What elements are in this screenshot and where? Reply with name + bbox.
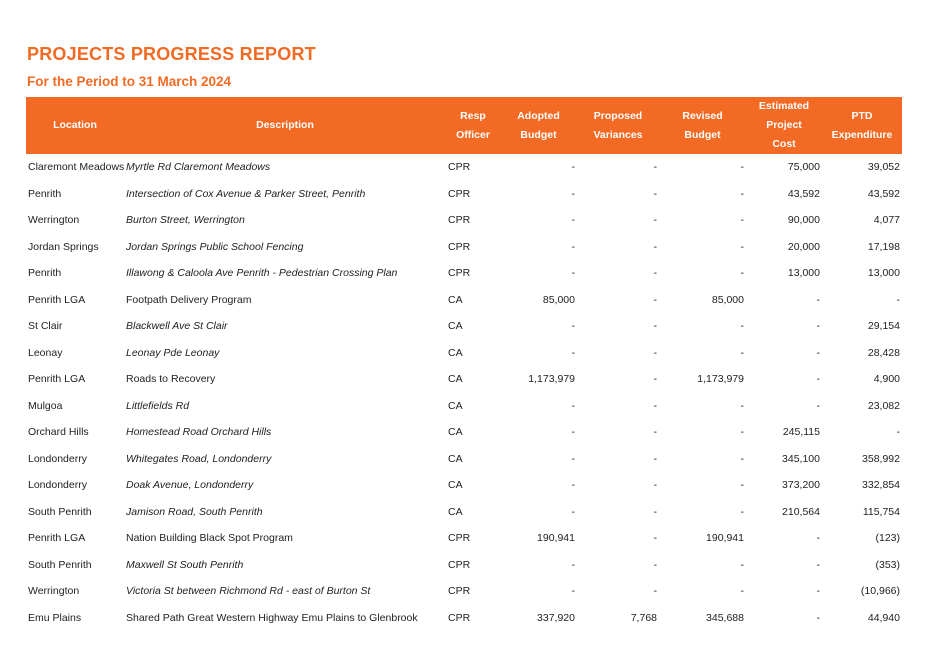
cell-adopted-budget: 337,920	[537, 611, 575, 624]
cell-estimated-project-cost: 345,100	[782, 452, 820, 465]
cell-estimated-project-cost: -	[816, 532, 820, 545]
cell-revised-budget: -	[740, 505, 744, 518]
cell-resp-officer: CPR	[448, 161, 471, 174]
report-period: For the Period to 31 March 2024	[27, 74, 232, 89]
cell-estimated-project-cost: 245,115	[782, 426, 820, 439]
table-row	[26, 446, 902, 473]
cell-proposed-variances: -	[653, 214, 657, 227]
cell-adopted-budget: -	[571, 214, 575, 227]
cell-location: Mulgoa	[28, 399, 63, 412]
cell-ptd-expenditure: 17,198	[867, 240, 900, 253]
cell-adopted-budget: -	[571, 267, 575, 280]
table-row	[26, 340, 902, 367]
cell-ptd-expenditure: -	[896, 293, 900, 306]
cell-proposed-variances: -	[653, 373, 657, 386]
cell-adopted-budget: -	[571, 346, 575, 359]
table-row	[26, 499, 902, 526]
header-ptd-expenditure: PTD Expenditure	[822, 97, 902, 154]
table-row	[26, 366, 902, 393]
cell-ptd-expenditure: 29,154	[867, 320, 900, 333]
cell-ptd-expenditure: 23,082	[867, 399, 900, 412]
table-row	[26, 207, 902, 234]
table-row	[26, 313, 902, 340]
cell-adopted-budget: 1,173,979	[528, 373, 575, 386]
cell-description: Burton Street, Werrington	[126, 214, 245, 227]
header-estimated-project-cost: Estimated Project Cost	[746, 97, 822, 154]
table-row	[26, 393, 902, 420]
cell-estimated-project-cost: 90,000	[787, 214, 820, 227]
cell-resp-officer: CA	[448, 479, 463, 492]
cell-estimated-project-cost: 13,000	[787, 267, 820, 280]
cell-estimated-project-cost: 210,564	[782, 505, 820, 518]
cell-estimated-project-cost: -	[816, 611, 820, 624]
projects-table	[26, 97, 902, 631]
cell-ptd-expenditure: 115,754	[862, 505, 900, 518]
cell-location: Penrith LGA	[28, 293, 86, 306]
cell-ptd-expenditure: (10,966)	[860, 585, 900, 598]
cell-location: St Clair	[28, 320, 63, 333]
cell-location: Penrith	[28, 187, 62, 200]
cell-estimated-project-cost: -	[816, 346, 820, 359]
cell-ptd-expenditure: (353)	[875, 558, 900, 571]
cell-resp-officer: CA	[448, 373, 463, 386]
cell-description: Nation Building Black Spot Program	[126, 532, 293, 545]
header-resp-officer: Resp Officer	[446, 97, 500, 154]
cell-description: Intersection of Cox Avenue & Parker Street, Penrith	[126, 187, 366, 200]
cell-location: Leonay	[28, 346, 63, 359]
cell-resp-officer: CPR	[448, 585, 471, 598]
cell-resp-officer: CA	[448, 399, 463, 412]
cell-adopted-budget: -	[571, 320, 575, 333]
cell-location: Penrith LGA	[28, 373, 86, 386]
cell-revised-budget: -	[740, 320, 744, 333]
cell-resp-officer: CA	[448, 293, 463, 306]
cell-revised-budget: -	[740, 558, 744, 571]
cell-proposed-variances: -	[653, 399, 657, 412]
cell-description: Footpath Delivery Program	[126, 293, 252, 306]
cell-location: Werrington	[28, 214, 80, 227]
report-title: PROJECTS PROGRESS REPORT	[27, 44, 316, 64]
cell-estimated-project-cost: -	[816, 320, 820, 333]
cell-location: Claremont Meadows	[28, 161, 124, 174]
cell-location: Penrith	[28, 267, 62, 280]
cell-proposed-variances: -	[653, 267, 657, 280]
cell-proposed-variances: -	[653, 426, 657, 439]
table-row	[26, 181, 902, 208]
cell-ptd-expenditure: 28,428	[867, 346, 900, 359]
cell-location: South Penrith	[28, 558, 92, 571]
cell-revised-budget: 190,941	[706, 532, 744, 545]
cell-ptd-expenditure: 358,992	[862, 452, 900, 465]
cell-revised-budget: -	[740, 187, 744, 200]
cell-adopted-budget: -	[571, 558, 575, 571]
cell-estimated-project-cost: -	[816, 373, 820, 386]
cell-proposed-variances: -	[653, 187, 657, 200]
cell-description: Doak Avenue, Londonderry	[126, 479, 254, 492]
cell-estimated-project-cost: 43,592	[787, 187, 820, 200]
cell-description: Illawong & Caloola Ave Penrith - Pedestrian Crossing Plan	[126, 267, 398, 280]
header-revised-budget: Revised Budget	[659, 97, 746, 154]
cell-resp-officer: CA	[448, 320, 463, 333]
cell-proposed-variances: -	[653, 505, 657, 518]
cell-location: Emu Plains	[28, 611, 82, 624]
cell-description: Jordan Springs Public School Fencing	[126, 240, 304, 253]
cell-ptd-expenditure: 4,077	[873, 214, 900, 227]
cell-resp-officer: CPR	[448, 267, 471, 280]
cell-location: Werrington	[28, 585, 80, 598]
cell-estimated-project-cost: -	[816, 558, 820, 571]
cell-resp-officer: CA	[448, 452, 463, 465]
header-proposed-variances: Proposed Variances	[577, 97, 659, 154]
cell-ptd-expenditure: 332,854	[862, 479, 900, 492]
cell-description: Whitegates Road, Londonderry	[126, 452, 272, 465]
cell-description: Shared Path Great Western Highway Emu Plains to Glenbrook	[126, 611, 418, 624]
cell-proposed-variances: -	[653, 293, 657, 306]
cell-proposed-variances: -	[653, 240, 657, 253]
cell-revised-budget: -	[740, 426, 744, 439]
cell-adopted-budget: 190,941	[537, 532, 575, 545]
cell-ptd-expenditure: 44,940	[867, 611, 900, 624]
cell-adopted-budget: -	[571, 479, 575, 492]
header-description: Description	[124, 97, 446, 154]
cell-description: Littlefields Rd	[126, 399, 190, 412]
cell-resp-officer: CPR	[448, 611, 471, 624]
cell-estimated-project-cost: -	[816, 585, 820, 598]
cell-revised-budget: -	[740, 267, 744, 280]
table-row	[26, 234, 902, 261]
cell-estimated-project-cost: -	[816, 399, 820, 412]
table-row	[26, 525, 902, 552]
cell-description: Roads to Recovery	[126, 373, 216, 386]
cell-revised-budget: -	[740, 452, 744, 465]
cell-ptd-expenditure: 39,052	[867, 161, 900, 174]
cell-proposed-variances: 7,768	[630, 611, 657, 624]
cell-estimated-project-cost: -	[816, 293, 820, 306]
table-row	[26, 552, 902, 579]
table-body	[26, 154, 902, 631]
cell-estimated-project-cost: 373,200	[782, 479, 820, 492]
cell-location: Penrith LGA	[28, 532, 86, 545]
cell-adopted-budget: -	[571, 187, 575, 200]
cell-proposed-variances: -	[653, 346, 657, 359]
cell-description: Maxwell St South Penrith	[126, 558, 244, 571]
cell-adopted-budget: -	[571, 426, 575, 439]
header-location: Location	[26, 97, 124, 154]
cell-location: Londonderry	[28, 479, 87, 492]
cell-description: Homestead Road Orchard Hills	[126, 426, 272, 439]
cell-proposed-variances: -	[653, 479, 657, 492]
cell-proposed-variances: -	[653, 532, 657, 545]
table-row	[26, 154, 902, 181]
cell-revised-budget: -	[740, 161, 744, 174]
cell-revised-budget: 1,173,979	[697, 373, 744, 386]
cell-ptd-expenditure: 4,900	[873, 373, 900, 386]
cell-location: Jordan Springs	[28, 240, 99, 253]
cell-ptd-expenditure: 13,000	[867, 267, 900, 280]
cell-resp-officer: CPR	[448, 240, 471, 253]
cell-location: Londonderry	[28, 452, 87, 465]
cell-resp-officer: CA	[448, 346, 463, 359]
cell-proposed-variances: -	[653, 320, 657, 333]
cell-adopted-budget: -	[571, 161, 575, 174]
cell-revised-budget: -	[740, 346, 744, 359]
cell-proposed-variances: -	[653, 558, 657, 571]
cell-location: Orchard Hills	[28, 426, 89, 439]
cell-resp-officer: CPR	[448, 532, 471, 545]
cell-location: South Penrith	[28, 505, 92, 518]
table-header-row	[26, 97, 902, 154]
cell-resp-officer: CPR	[448, 214, 471, 227]
cell-description: Leonay Pde Leonay	[126, 346, 220, 359]
cell-revised-budget: -	[740, 479, 744, 492]
cell-revised-budget: -	[740, 214, 744, 227]
header-adopted-budget: Adopted Budget	[500, 97, 577, 154]
cell-description: Myrtle Rd Claremont Meadows	[126, 161, 271, 174]
table-row	[26, 287, 902, 314]
cell-description: Blackwell Ave St Clair	[126, 320, 228, 333]
cell-revised-budget: -	[740, 585, 744, 598]
cell-resp-officer: CA	[448, 505, 463, 518]
cell-resp-officer: CPR	[448, 187, 471, 200]
cell-adopted-budget: 85,000	[542, 293, 575, 306]
cell-resp-officer: CPR	[448, 558, 471, 571]
cell-adopted-budget: -	[571, 585, 575, 598]
cell-revised-budget: 345,688	[706, 611, 744, 624]
table-row	[26, 472, 902, 499]
cell-adopted-budget: -	[571, 452, 575, 465]
cell-ptd-expenditure: (123)	[875, 532, 900, 545]
cell-adopted-budget: -	[571, 505, 575, 518]
cell-description: Victoria St between Richmond Rd - east of Burton St	[126, 585, 371, 598]
cell-proposed-variances: -	[653, 161, 657, 174]
cell-proposed-variances: -	[653, 452, 657, 465]
table-row	[26, 578, 902, 605]
cell-resp-officer: CA	[448, 426, 463, 439]
cell-proposed-variances: -	[653, 585, 657, 598]
cell-ptd-expenditure: 43,592	[867, 187, 900, 200]
table-row	[26, 605, 902, 632]
cell-description: Jamison Road, South Penrith	[126, 505, 263, 518]
table-row	[26, 419, 902, 446]
table-row	[26, 260, 902, 287]
cell-ptd-expenditure: -	[896, 426, 900, 439]
cell-estimated-project-cost: 20,000	[787, 240, 820, 253]
cell-revised-budget: -	[740, 240, 744, 253]
cell-adopted-budget: -	[571, 240, 575, 253]
cell-estimated-project-cost: 75,000	[787, 161, 820, 174]
cell-revised-budget: 85,000	[711, 293, 744, 306]
cell-adopted-budget: -	[571, 399, 575, 412]
cell-revised-budget: -	[740, 399, 744, 412]
